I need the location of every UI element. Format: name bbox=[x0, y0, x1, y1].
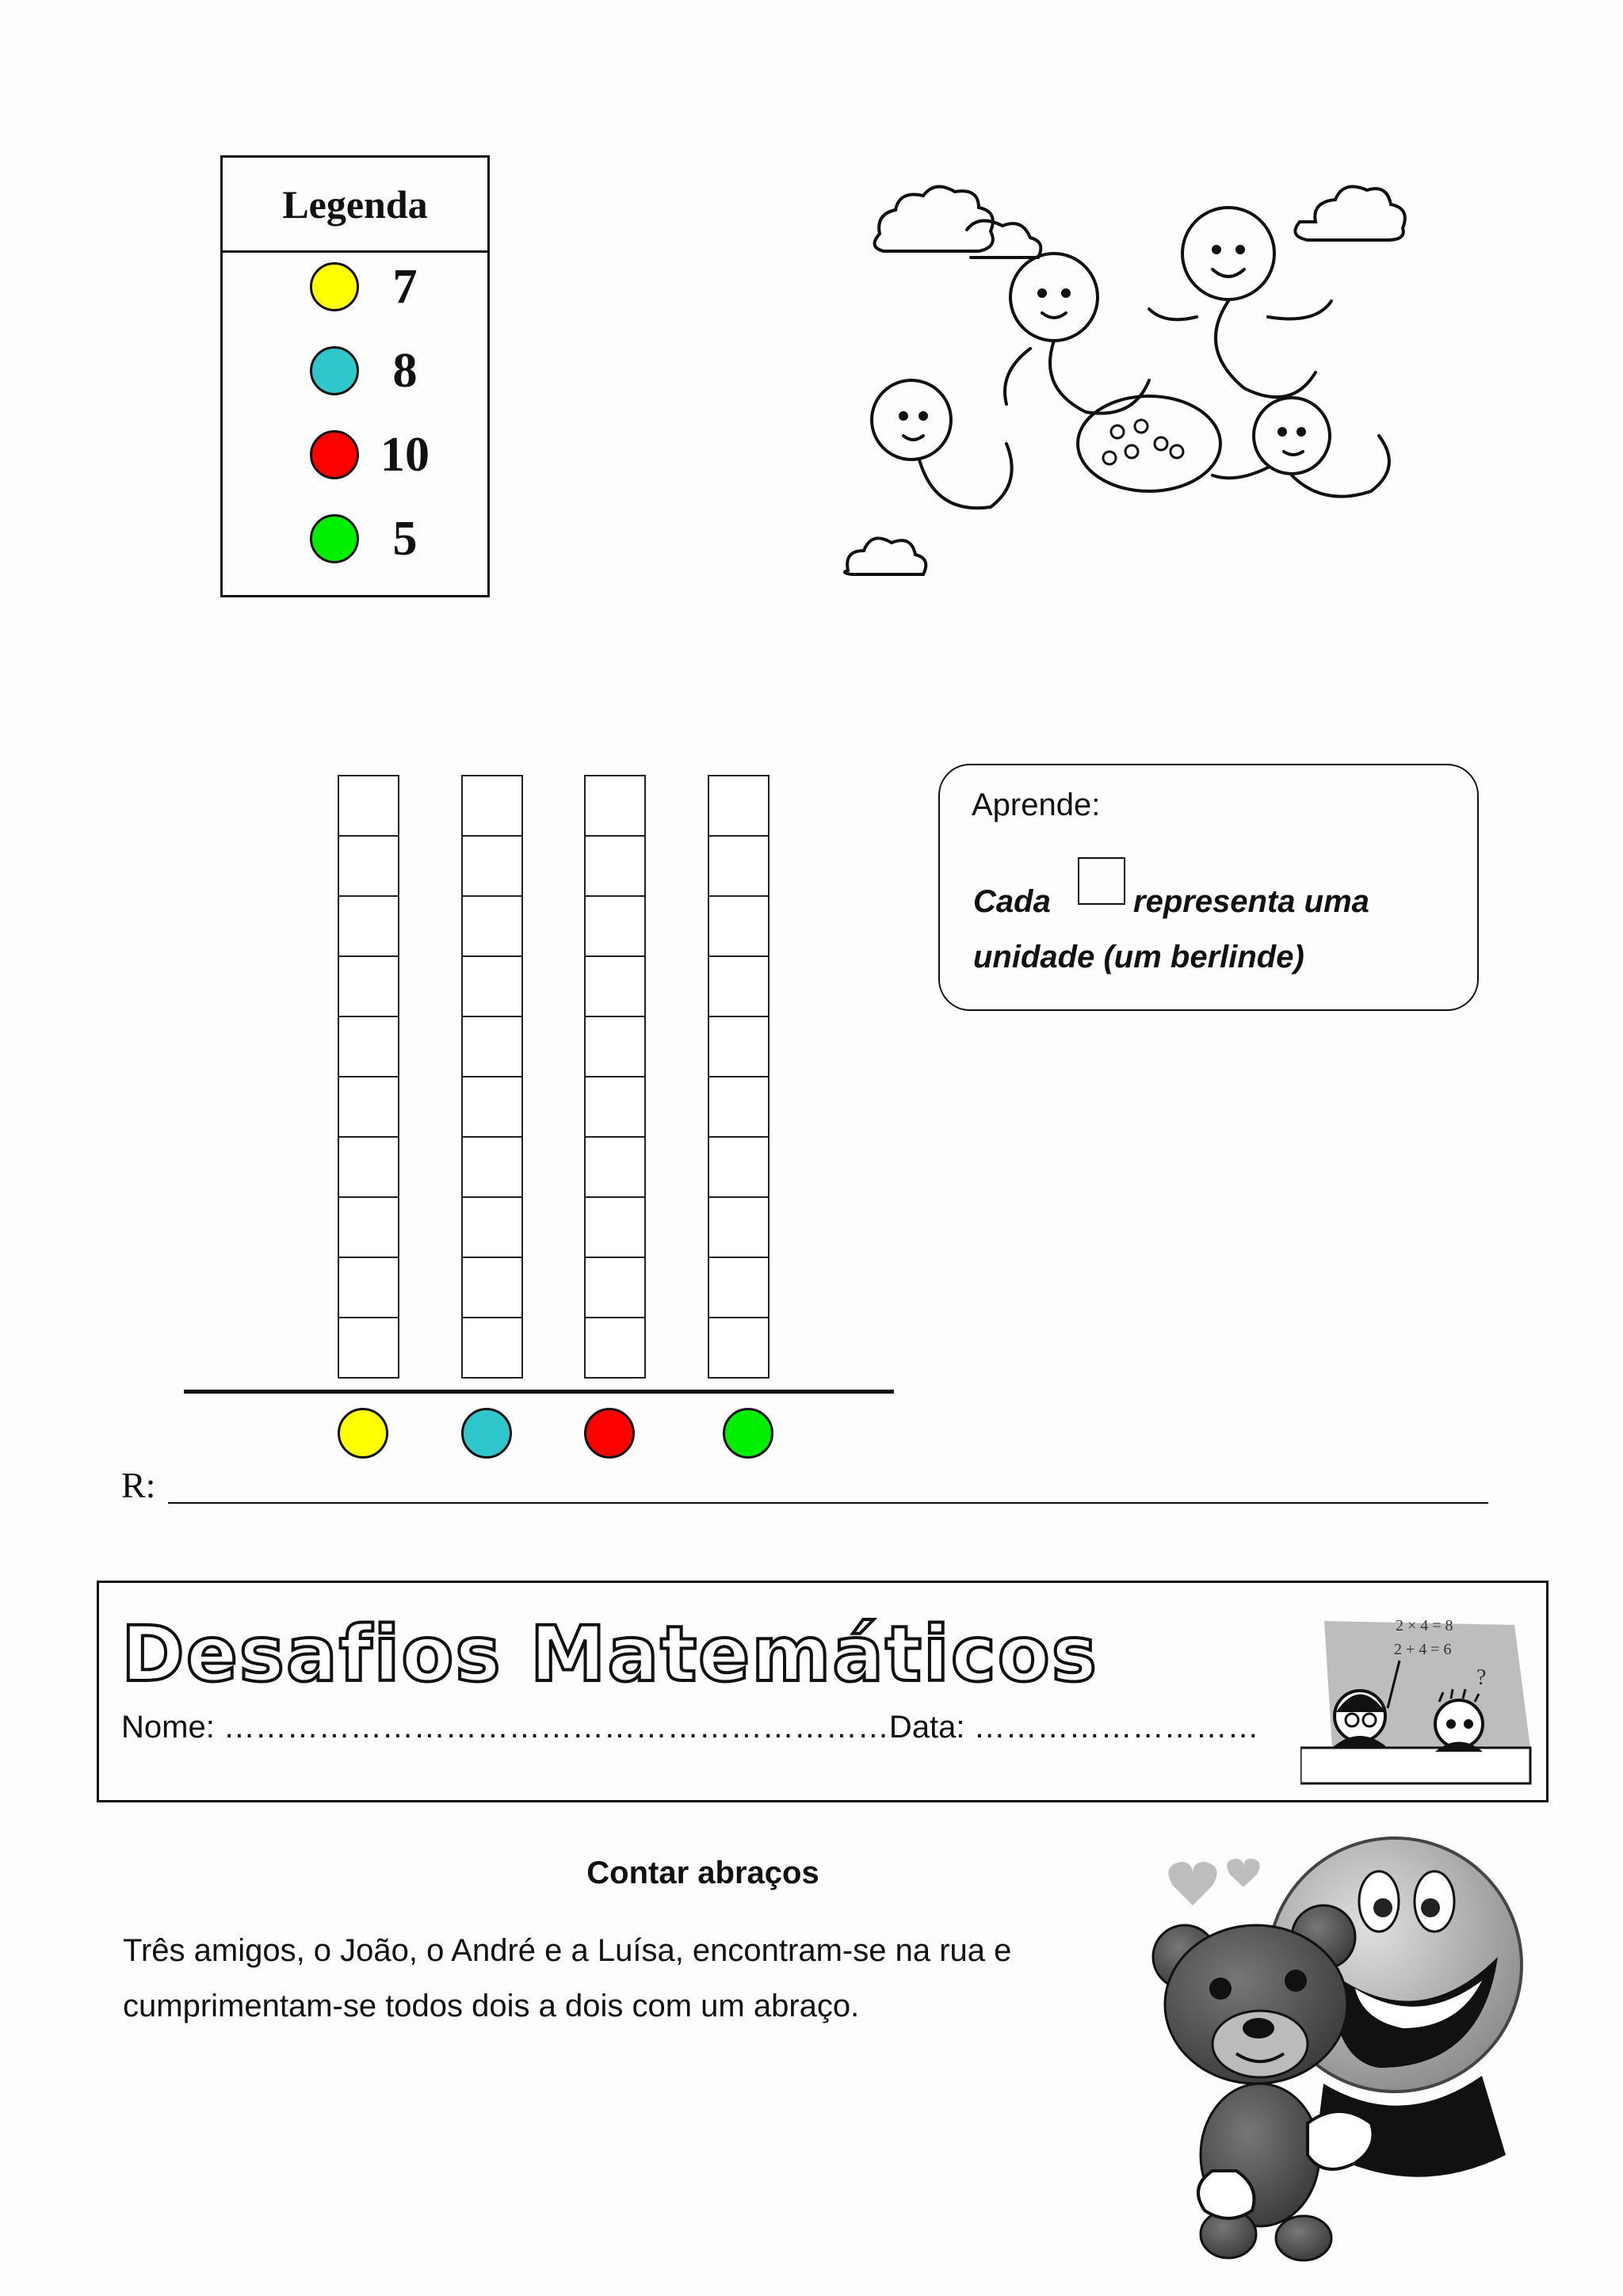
grid-cell[interactable] bbox=[461, 1136, 523, 1198]
legend-value: 10 bbox=[380, 428, 430, 482]
legend-row bbox=[223, 514, 487, 593]
yellow-dot-icon bbox=[310, 262, 359, 311]
grid-column bbox=[461, 776, 523, 1379]
grid-cell[interactable] bbox=[461, 775, 523, 837]
grid-cell[interactable] bbox=[338, 1016, 399, 1077]
exercise-text-line-2: cumprimentam-se todos dois a dois com um abraço. bbox=[123, 1989, 860, 2023]
legend-row bbox=[223, 346, 487, 425]
grid-cell[interactable] bbox=[584, 1136, 646, 1198]
classroom-board-icon bbox=[1300, 1597, 1538, 1791]
cyan-dot-icon bbox=[461, 1408, 512, 1459]
grid-cell[interactable] bbox=[708, 1317, 769, 1379]
legend-box bbox=[220, 155, 490, 597]
legend-value: 5 bbox=[392, 512, 418, 566]
green-dot-icon bbox=[723, 1408, 773, 1459]
grid-cell[interactable] bbox=[708, 1016, 769, 1077]
worksheet-title: Desafios Matemáticos bbox=[121, 1610, 1098, 1699]
grid-cell[interactable] bbox=[338, 895, 399, 957]
grid-cell[interactable] bbox=[708, 1136, 769, 1198]
grid-cell[interactable] bbox=[461, 955, 523, 1017]
legend-row bbox=[223, 430, 487, 509]
unit-square-icon bbox=[1078, 857, 1125, 905]
grid-cell[interactable] bbox=[461, 835, 523, 897]
smiley-hugging-teddy-bear-illustration bbox=[1141, 1822, 1569, 2266]
learn-text-unit: unidade (um berlinde) bbox=[973, 940, 1304, 974]
grid-cell[interactable] bbox=[584, 895, 646, 957]
legend-value: 8 bbox=[392, 344, 418, 398]
learn-text-represents: representa uma bbox=[1133, 884, 1369, 919]
grid-column bbox=[708, 776, 769, 1379]
grid-cell[interactable] bbox=[584, 1076, 646, 1138]
board-question-mark: ? bbox=[1476, 1665, 1487, 1690]
yellow-dot-icon bbox=[338, 1408, 388, 1459]
name-date-fields[interactable]: Nome: ………………………………………………………Data: ……………………… bbox=[121, 1710, 1259, 1745]
grid-cell[interactable] bbox=[708, 955, 769, 1017]
grid-cell[interactable] bbox=[708, 1076, 769, 1138]
grid-cell[interactable] bbox=[708, 895, 769, 957]
grid-cell[interactable] bbox=[338, 1136, 399, 1198]
board-equation-1: 2 × 4 = 8 bbox=[1396, 1617, 1453, 1634]
grid-cell[interactable] bbox=[461, 1317, 523, 1379]
grid-cell[interactable] bbox=[584, 1196, 646, 1258]
green-dot-icon bbox=[310, 514, 359, 563]
red-dot-icon bbox=[584, 1408, 635, 1459]
grid-cell[interactable] bbox=[584, 775, 646, 837]
grid-cell[interactable] bbox=[338, 775, 399, 837]
grid-cell[interactable] bbox=[461, 1016, 523, 1077]
grid-cell[interactable] bbox=[338, 835, 399, 897]
learn-text-each: Cada bbox=[973, 884, 1051, 919]
cyan-dot-icon bbox=[310, 346, 359, 395]
grid-cell[interactable] bbox=[708, 775, 769, 837]
children-playing-marbles-illustration bbox=[824, 158, 1474, 618]
grid-cell[interactable] bbox=[338, 1257, 399, 1318]
grid-cell[interactable] bbox=[461, 1257, 523, 1318]
grid-cell[interactable] bbox=[461, 895, 523, 957]
grid-cell[interactable] bbox=[338, 1317, 399, 1379]
grid-cell[interactable] bbox=[708, 1257, 769, 1318]
legend-value: 7 bbox=[392, 260, 418, 314]
exercise-title: Contar abraços bbox=[586, 1855, 819, 1890]
board-equation-2: 2 + 4 = 6 bbox=[1394, 1641, 1452, 1658]
grid-baseline bbox=[184, 1390, 894, 1394]
legend-title: Legenda bbox=[223, 158, 487, 253]
grid-cell[interactable] bbox=[708, 835, 769, 897]
grid-cell[interactable] bbox=[461, 1076, 523, 1138]
red-dot-icon bbox=[310, 430, 359, 479]
exercise-text-line-1: Três amigos, o João, o André e a Luísa, encontram-se na rua e bbox=[123, 1933, 1012, 1968]
learn-box bbox=[938, 764, 1479, 1011]
grid-column bbox=[584, 776, 646, 1379]
learn-heading: Aprende: bbox=[972, 788, 1101, 822]
worksheet-header bbox=[97, 1581, 1549, 1802]
grid-cell[interactable] bbox=[584, 955, 646, 1017]
grid-cell[interactable] bbox=[584, 1257, 646, 1318]
legend-row bbox=[223, 262, 487, 341]
grid-cell[interactable] bbox=[338, 955, 399, 1017]
answer-label: R: bbox=[121, 1465, 156, 1505]
grid-cell[interactable] bbox=[584, 1016, 646, 1077]
grid-cell[interactable] bbox=[584, 1317, 646, 1379]
grid-cell[interactable] bbox=[338, 1076, 399, 1138]
grid-cell[interactable] bbox=[584, 835, 646, 897]
grid-cell[interactable] bbox=[708, 1196, 769, 1258]
grid-column bbox=[338, 776, 399, 1379]
grid-cell[interactable] bbox=[338, 1196, 399, 1258]
grid-cell[interactable] bbox=[461, 1196, 523, 1258]
answer-line[interactable] bbox=[168, 1502, 1488, 1504]
